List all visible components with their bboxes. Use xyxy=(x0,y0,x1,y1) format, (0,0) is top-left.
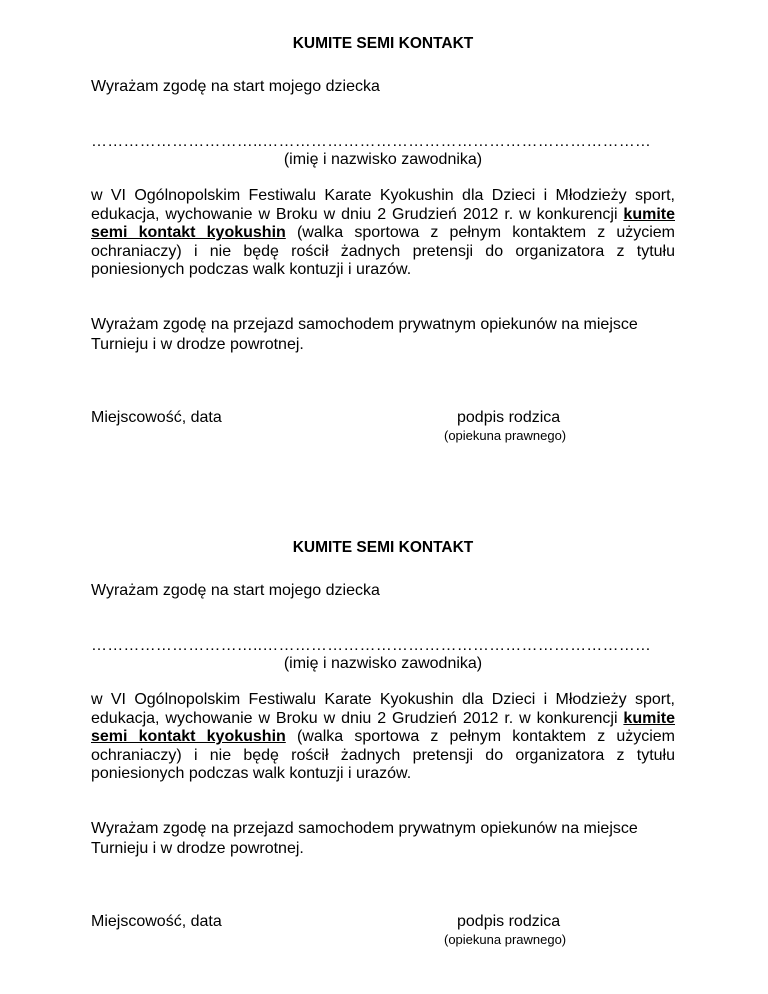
athlete-name-line: …………………………..……………………………………………………………… xyxy=(91,133,652,150)
consent-body-text-end: (walka sportowa z pełnym kontaktem z użyciem ochraniaczy) i nie będę rościł żadnych pretensji do organizatora z tytułu poniesionych podczas walk kontuzji i urazów. xyxy=(91,224,676,278)
legal-guardian-label: (opiekuna prawnego) xyxy=(444,932,567,947)
form-title: KUMITE SEMI KONTAKT xyxy=(292,35,474,52)
athlete-name-caption: (imię i nazwisko zawodnika) xyxy=(283,655,483,672)
consent-body xyxy=(91,691,675,784)
place-date-label: Miejscowość, data xyxy=(91,409,222,426)
consent-body-text: w VI Ogólnopolskim Festiwalu Karate Kyokushin dla Dzieci i Młodzieży sport, edukacja, wychowanie w Broku w dniu 2 Grudzień 2012 r. w konkurencji xyxy=(91,187,675,223)
consent-body-text-end: (walka sportowa z pełnym kontaktem z użyciem ochraniaczy) i nie będę rościł żadnych pretensji do organizatora z tytułu poniesionych podczas walk kontuzji i urazów. xyxy=(91,728,676,782)
consent-intro: Wyrażam zgodę na start mojego dziecka xyxy=(91,582,380,599)
consent-body xyxy=(91,187,675,280)
transport-consent: Wyrażam zgodę na przejazd samochodem prywatnym opiekunów na miejsce Turnieju i w drodze powrotnej. xyxy=(91,820,638,857)
parent-signature-label: podpis rodzica xyxy=(457,409,561,426)
place-date-label: Miejscowość, data xyxy=(91,913,222,930)
athlete-name-line: …………………………..……………………………………………………………… xyxy=(91,637,652,654)
consent-body-text: w VI Ogólnopolskim Festiwalu Karate Kyokushin dla Dzieci i Młodzieży sport, edukacja, wychowanie w Broku w dniu 2 Grudzień 2012 r. w konkurencji xyxy=(91,691,675,727)
legal-guardian-label: (opiekuna prawnego) xyxy=(444,428,567,443)
form-title: KUMITE SEMI KONTAKT xyxy=(292,539,474,556)
competition-name: kumite semi kontakt kyokushin xyxy=(91,709,675,745)
parent-signature-label: podpis rodzica xyxy=(457,913,561,930)
athlete-name-caption: (imię i nazwisko zawodnika) xyxy=(283,151,483,168)
transport-consent: Wyrażam zgodę na przejazd samochodem prywatnym opiekunów na miejsce Turnieju i w drodze powrotnej. xyxy=(91,316,638,353)
competition-name: kumite semi kontakt kyokushin xyxy=(91,205,675,241)
consent-intro: Wyrażam zgodę na start mojego dziecka xyxy=(91,78,380,95)
